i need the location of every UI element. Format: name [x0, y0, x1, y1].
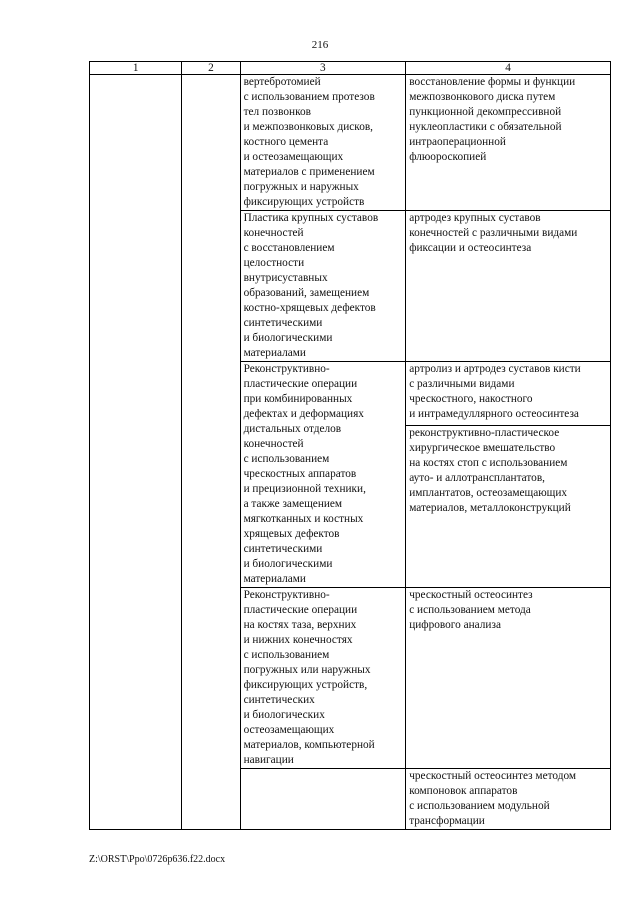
cell-text-line: чрескостный остеосинтез [409, 589, 533, 601]
cell-text-line: флюороскопией [409, 151, 487, 163]
cell-text-line: цифрового анализа [409, 619, 501, 631]
cell-text-line: костно-хрящевых дефектов [243, 302, 376, 314]
cell-text-line: ауто- и аллотрансплантатов, [409, 472, 545, 484]
operation-description-cell [240, 75, 406, 211]
cell-text-line: пластические операции [243, 378, 358, 390]
cell-text-line: пункционной декомпрессивной [409, 106, 562, 118]
cell-text-line: с использованием [243, 453, 330, 465]
cell-text-line: хрящевых дефектов [243, 528, 340, 540]
cell-text-line: материалами [243, 347, 306, 359]
cell-text-line: реконструктивно-пластическое [409, 427, 560, 439]
footer-file-path: Z:\ORST\Ppo\0726p636.f22.docx [89, 854, 226, 865]
cell-text-line: фиксирующих устройств, [243, 679, 368, 691]
method-cell [406, 769, 611, 830]
cell-text-line: костного цемента [243, 136, 329, 148]
cell-text-line: материалами [243, 573, 306, 585]
operation-description-cell [240, 211, 406, 362]
cell-text-line: внутрисуставных [243, 272, 328, 284]
cell-text-line: остеозамещающих [243, 724, 335, 736]
method-cell [406, 362, 611, 426]
cell-text-line: трансформации [409, 815, 485, 827]
cell-text-line: восстановление формы и функции [409, 76, 576, 88]
cell-text-line: с использованием протезов [243, 91, 375, 103]
cell-text-line: артродез крупных суставов [409, 212, 541, 224]
cell-text-line: дистальных отделов [243, 423, 342, 435]
cell-text-line: синтетическими [243, 543, 323, 555]
cell-text-line: материалов, металлоконструкций [409, 502, 571, 514]
cell-text-line: а также замещением [243, 498, 343, 510]
cell-text-line: с различными видами [409, 378, 515, 390]
cell-text-line: имплантатов, остеозамещающих [409, 487, 568, 499]
cell-text-line: вертебротомией [243, 76, 321, 88]
cell-text-line: навигации [243, 754, 294, 766]
document-table [89, 61, 611, 830]
cell-text-line: с использованием модульной [409, 800, 550, 812]
cell-text-line: Реконструктивно- [243, 589, 330, 601]
cell-text-line: конечностей [243, 227, 304, 239]
cell-text-line: чрескостный остеосинтез методом [409, 770, 577, 782]
cell-text-line: на костях таза, верхних [243, 619, 357, 631]
method-cell [406, 211, 611, 362]
cell-text-line: тел позвонков [243, 106, 311, 118]
page-number: 216 [311, 39, 329, 51]
cell-text-line: и межпозвонковых дисков, [243, 121, 373, 133]
cell-text-line: и биологическими [243, 558, 333, 570]
cell-text-line: фиксации и остеосинтеза [409, 242, 532, 254]
cell-text-line: дефектах и деформациях [243, 408, 364, 420]
cell-text-line: и остеозамещающих [243, 151, 344, 163]
cell-text-line: Реконструктивно- [243, 363, 330, 375]
column-header-2: 2 [182, 62, 240, 75]
cell-text-line: при комбинированных [243, 393, 353, 405]
cell-text-line: хирургическое вмешательство [409, 442, 556, 454]
cell-text-line: с использованием метода [409, 604, 531, 616]
cell-text-line: и нижних конечностях [243, 634, 353, 646]
cell-text-line: и прецизионной техники, [243, 483, 366, 495]
column-1-cell [90, 75, 182, 830]
cell-text-line: Пластика крупных суставов [243, 212, 379, 224]
table-row [90, 75, 611, 211]
cell-text-line: с использованием [243, 649, 330, 661]
cell-text-line: пластические операции [243, 604, 358, 616]
table-header-row [90, 62, 611, 75]
cell-text-line: и биологических [243, 709, 325, 721]
method-cell [406, 75, 611, 211]
cell-text-line: нуклеопластики с обязательной [409, 121, 562, 133]
cell-text-line: материалов, компьютерной [243, 739, 375, 751]
cell-text-line: образований, замещением [243, 287, 370, 299]
operation-description-cell [240, 769, 406, 830]
method-cell [406, 588, 611, 769]
cell-text-line: на костях стоп с использованием [409, 457, 568, 469]
cell-text-line: с восстановлением [243, 242, 335, 254]
cell-text-line: компоновок аппаратов [409, 785, 518, 797]
cell-text-line: чрескостных аппаратов [243, 468, 357, 480]
cell-text-line: синтетических [243, 694, 315, 706]
cell-text-line: погружных и наружных [243, 181, 359, 193]
column-header-3: 3 [240, 62, 406, 75]
cell-text-line: и интрамедуллярного остеосинтеза [409, 408, 579, 420]
cell-text-line: целостности [243, 257, 305, 269]
cell-text-line: конечностей [243, 438, 304, 450]
cell-text-line: погружных или наружных [243, 664, 371, 676]
operation-description-cell [240, 588, 406, 769]
cell-text-line: межпозвонкового диска путем [409, 91, 556, 103]
cell-text-line: чрескостного, накостного [409, 393, 533, 405]
cell-text-line: и биологическими [243, 332, 333, 344]
cell-text-line: мягкотканных и костных [243, 513, 364, 525]
cell-text-line: фиксирующих устройств [243, 196, 365, 208]
operation-description-cell [240, 362, 406, 588]
method-cell [406, 426, 611, 588]
column-2-cell [182, 75, 240, 830]
cell-text-line: материалов с применением [243, 166, 375, 178]
column-header-4: 4 [406, 62, 611, 75]
cell-text-line: синтетическими [243, 317, 323, 329]
cell-text-line: артролиз и артродез суставов кисти [409, 363, 581, 375]
cell-text-line: интраоперационной [409, 136, 506, 148]
column-header-1: 1 [90, 62, 182, 75]
cell-text-line: конечностей с различными видами [409, 227, 578, 239]
